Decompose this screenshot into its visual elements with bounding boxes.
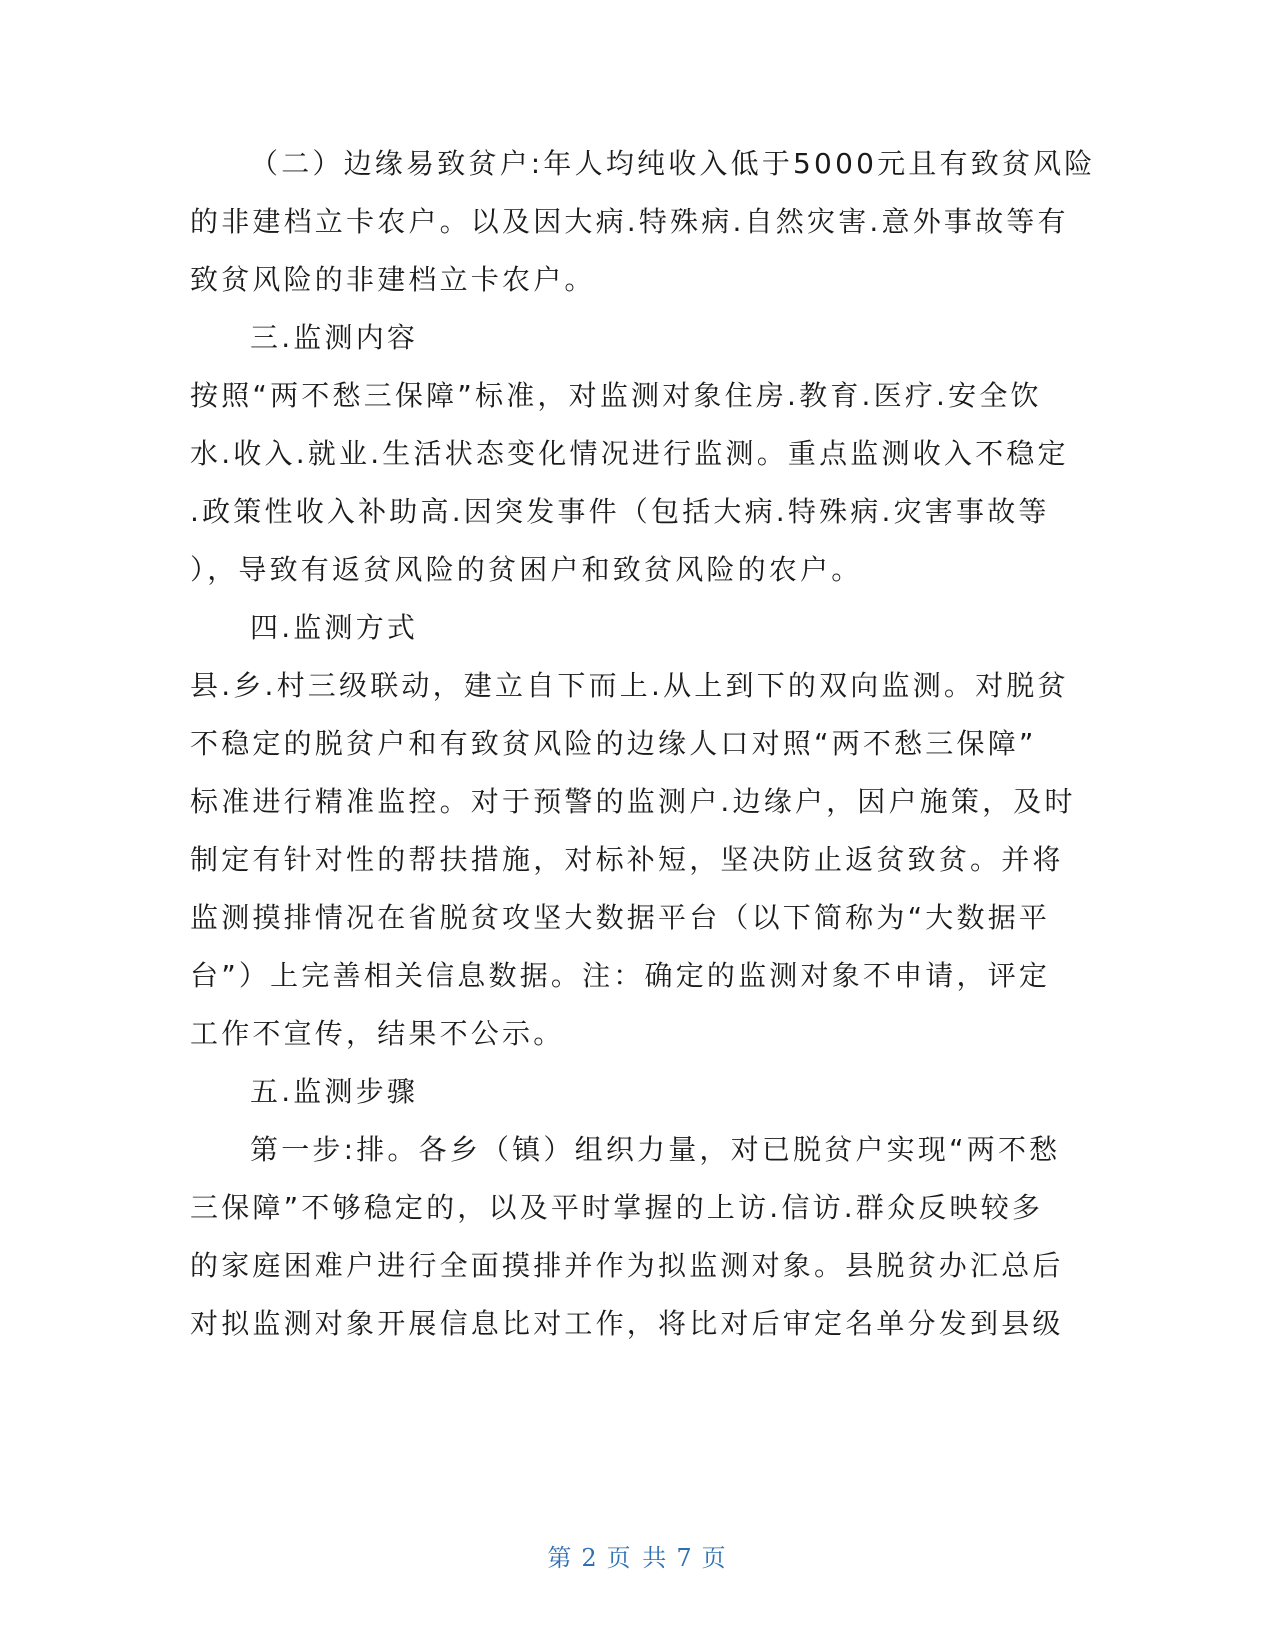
text-line: 三保障”不够稳定的，以及平时掌握的上访.信访.群众反映较多	[190, 1191, 1044, 1224]
text-line: 对拟监测对象开展信息比对工作，将比对后审定名单分发到县级	[190, 1307, 1064, 1340]
text-line: 县.乡.村三级联动，建立自下而上.从上到下的双向监测。对脱贫	[190, 669, 1069, 702]
text-line: 不稳定的脱贫户和有致贫风险的边缘人口对照“两不愁三保障”	[190, 727, 1037, 760]
page-footer	[0, 1543, 1275, 1573]
text-line: .政策性收入补助高.因突发事件（包括大病.特殊病.灾害事故等	[190, 495, 1050, 528]
text-line: ），导致有返贫风险的贫困户和致贫风险的农户。	[190, 553, 863, 586]
text-line: 监测摸排情况在省脱贫攻坚大数据平台（以下简称为“大数据平	[190, 901, 1051, 934]
footer-suffix: 页	[701, 1544, 728, 1572]
text-line: 水.收入.就业.生活状态变化情况进行监测。重点监测收入不稳定	[190, 437, 1069, 470]
section-heading: 四.监测方式	[250, 611, 419, 644]
text-line: 台”）上完善相关信息数据。注：确定的监测对象不申请，评定	[190, 959, 1051, 992]
text-line: 制定有针对性的帮扶措施，对标补短，坚决防止返贫致贫。并将	[190, 843, 1064, 876]
footer-middle: 页 共	[606, 1544, 669, 1572]
footer-total-pages: 7	[676, 1544, 694, 1572]
text-line: 的家庭困难户进行全面摸排并作为拟监测对象。县脱贫办汇总后	[190, 1249, 1064, 1282]
section-heading: 三.监测内容	[250, 321, 419, 354]
text-line: （二）边缘易致贫户:年人均纯收入低于5000元且有致贫风险	[250, 147, 1096, 180]
text-line: 按照“两不愁三保障”标准，对监测对象住房.教育.医疗.安全饮	[190, 379, 1042, 412]
text-line: 的非建档立卡农户。以及因大病.特殊病.自然灾害.意外事故等有	[190, 205, 1069, 238]
footer-page-number: 2	[581, 1544, 599, 1572]
footer-prefix: 第	[547, 1544, 574, 1572]
text-line: 工作不宣传，结果不公示。	[190, 1017, 565, 1050]
section-heading: 五.监测步骤	[250, 1075, 419, 1108]
text-line: 致贫风险的非建档立卡农户。	[190, 263, 596, 296]
text-line: 标准进行精准监控。对于预警的监测户.边缘户，因户施策，及时	[190, 785, 1076, 818]
text-line: 第一步:排。各乡（镇）组织力量，对已脱贫户实现“两不愁	[250, 1133, 1061, 1166]
